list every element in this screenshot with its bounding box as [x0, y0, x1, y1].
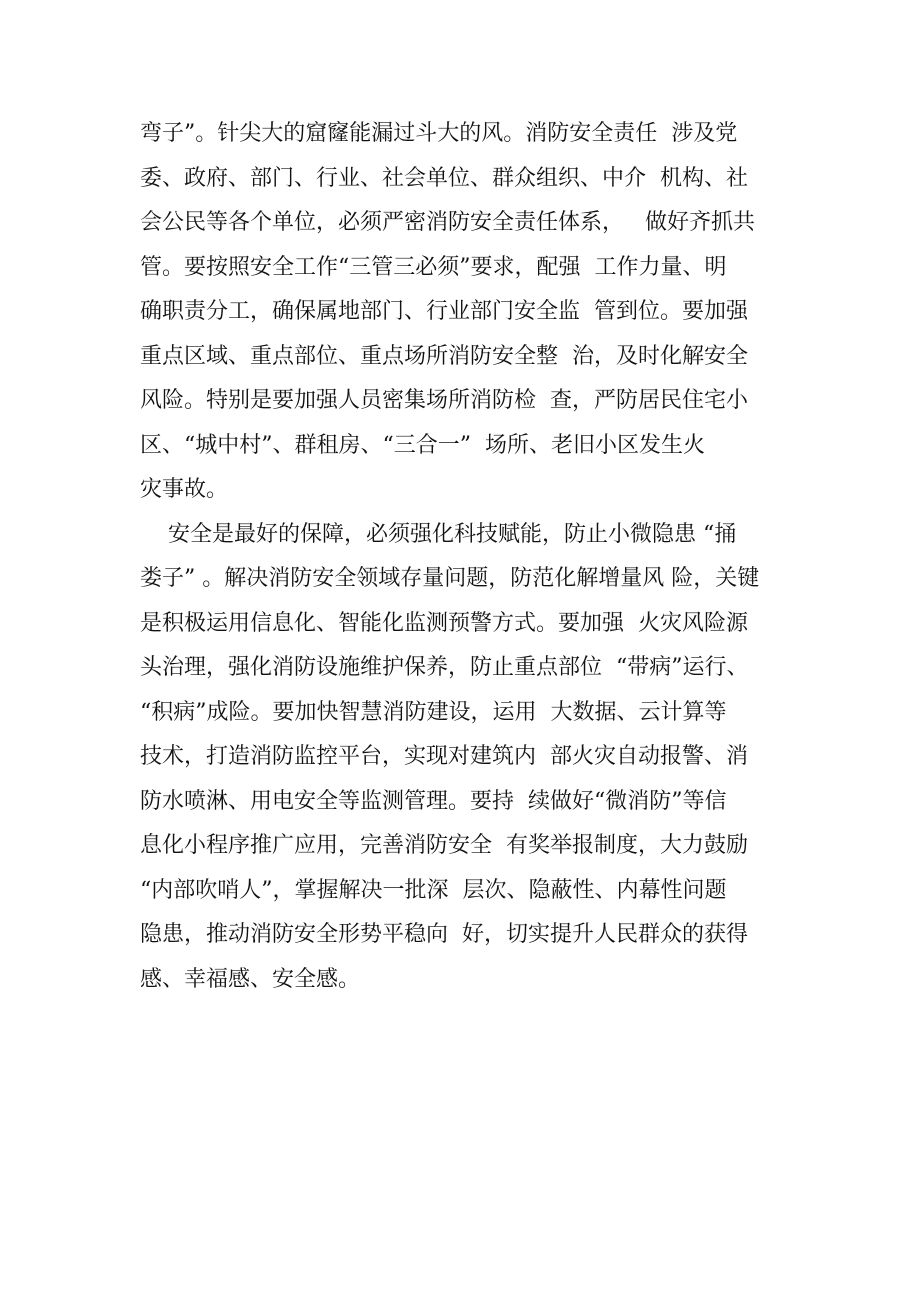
- text-line: 会公民等各个单位，必须严密消防安全责任体系， 做好齐抓共: [140, 210, 755, 235]
- text-line: 区、“城中村”、群租房、“三合一” 场所、老旧小区发生火: [140, 432, 705, 458]
- text-line: 确职责分工，确保属地部门、行业部门安全监 管到位。要加强: [140, 299, 748, 324]
- body-text: [140, 112, 790, 1002]
- paragraph-2: [140, 513, 790, 1003]
- text-line: 头治理，强化消防设施维护保养，防止重点部位 “带病”运行、: [140, 655, 749, 680]
- text-line: 息化小程序推广应用，完善消防安全 有奖举报制度，大力鼓励: [140, 833, 748, 858]
- text-line: 娄子” 。解决消防安全领域存量问题，防范化解增量风 险，关键: [140, 566, 760, 591]
- text-line: 委、政府、部门、行业、社会单位、群众组织、中介 机构、社: [140, 165, 748, 191]
- text-line: 防水喷淋、用电安全等监测管理。要持 续做好“微消防”等信: [140, 788, 727, 814]
- text-line: 风险。特别是要加强人员密集场所消防检 查，严防居民住宅小: [140, 388, 748, 413]
- paragraph-1: [140, 112, 790, 513]
- text-line: 隐患，推动消防安全形势平稳向 好，切实提升人民群众的获得: [140, 922, 748, 947]
- text-line: 重点区域、重点部位、重点场所消防安全整 治，及时化解安全: [140, 343, 748, 369]
- text-line: “积病”成险。要加快智慧消防建设，运用 大数据、云计算等: [140, 699, 727, 725]
- text-line: 感、幸福感、安全感。: [140, 966, 361, 992]
- text-line: 是积极运用信息化、智能化监测预警方式。要加强 火灾风险源: [140, 610, 748, 636]
- text-line: 灾事故。: [140, 477, 229, 502]
- text-line: 管。要按照安全工作“三管三必须”要求，配强 工作力量、明: [140, 254, 727, 280]
- text-line: 弯子”。针尖大的窟窿能漏过斗大的风。消防安全责任 涉及党: [140, 121, 738, 146]
- text-line: “内部吹哨人”，掌握解决一批深 层次、隐蔽性、内幕性问题: [140, 877, 727, 903]
- text-line: 技术，打造消防监控平台，实现对建筑内 部火灾自动报警、消: [140, 744, 748, 769]
- text-line: 安全是最好的保障，必须强化科技赋能，防止小微隐患 “捅: [140, 521, 737, 547]
